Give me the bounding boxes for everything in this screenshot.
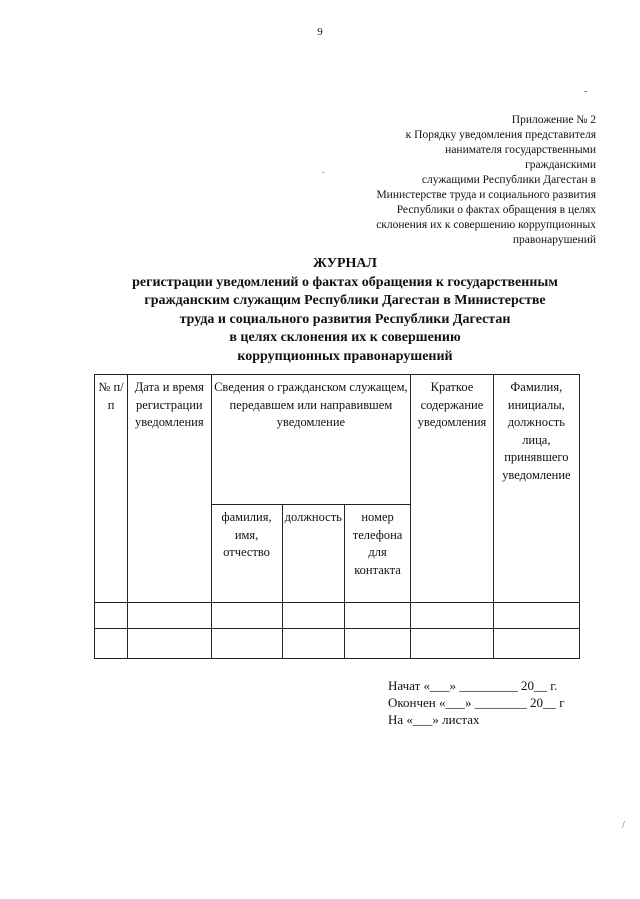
title-heading: ЖУРНАЛ [313,256,377,271]
table-cell [344,603,410,629]
table-cell [493,629,579,659]
table-cell [95,629,128,659]
table-cell [211,629,282,659]
table-cell [211,603,282,629]
header-summary: Краткое содержание уведомления [411,375,493,603]
title-line: в целях склонения их к совершению [229,330,461,346]
table-cell [411,603,493,629]
table-cell [411,629,493,659]
appendix-line: Республики о фактах обращения в целях [396,204,596,216]
table-cell [95,603,128,629]
table-cell [493,603,579,629]
appendix-line: к Порядку уведомления представителя [405,129,596,141]
appendix-line: Приложение № 2 [511,114,596,126]
subheader-full-name: фамилия, имя, отчество [211,505,282,603]
appendix-line: склонения их к совершению коррупционных [376,219,596,231]
appendix-line: служащими Республики Дагестан в [421,174,596,186]
table-row [95,603,580,629]
journal-footer [388,677,565,728]
ended-line: Окончен «___» ________ 20__ г [388,695,565,710]
table-row [95,629,580,659]
journal-table [94,374,580,659]
scan-speck: - [584,86,588,97]
table-cell [128,629,211,659]
appendix-note [296,113,596,248]
header-employee-info: Сведения о гражданском служащем, передавшем или направившем уведомление [211,375,411,505]
appendix-line: правонарушений [512,234,596,246]
table-cell [282,603,344,629]
scan-speck: / [622,820,625,831]
appendix-line: нанимателя государственными [445,144,596,156]
table-cell [344,629,410,659]
started-line: Начат «___» _________ 20__ г. [388,678,558,693]
sheets-line: На «___» листах [388,712,480,727]
header-registration-date: Дата и время регистрации уведомления [128,375,211,603]
header-receiver: Фамилия, инициалы, должность лица, принявшего уведомление [493,375,579,603]
table-cell [282,629,344,659]
page-number: 9 [317,26,323,38]
document-title [0,255,640,367]
title-line: труда и социального развития Республики Дагестан [179,311,511,327]
scan-speck: . [322,165,325,176]
header-number: № п/п [95,375,128,603]
appendix-line: Министерстве труда и социального развития [376,189,596,201]
title-line: гражданским служащим Республики Дагестан в Министерстве [144,293,546,309]
subheader-phone: номер телефона для контакта [344,505,410,603]
title-line: коррупционных правонарушений [237,348,453,364]
title-line: регистрации уведомлений о фактах обращения к государственным [132,274,558,290]
table-cell [128,603,211,629]
appendix-line: гражданскими [525,159,596,171]
subheader-position: должность [282,505,344,603]
